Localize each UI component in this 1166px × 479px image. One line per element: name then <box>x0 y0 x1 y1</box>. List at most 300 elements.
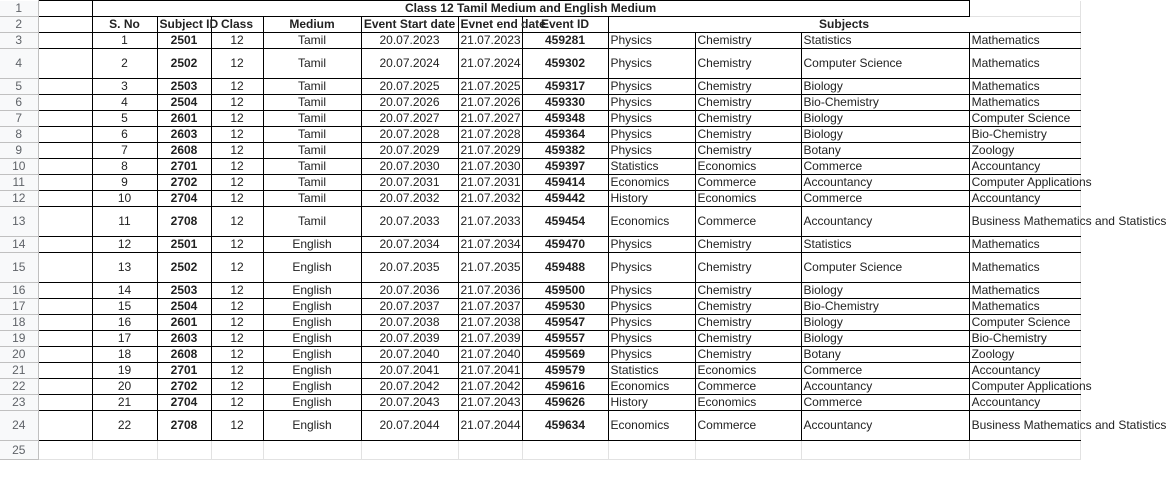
row-header[interactable]: 6 <box>0 95 38 111</box>
cell-subject-id[interactable]: 2708 <box>157 207 211 237</box>
cell-start-date[interactable]: 20.07.2037 <box>361 299 458 315</box>
cell-sno[interactable]: 17 <box>92 331 157 347</box>
cell-medium[interactable]: English <box>263 411 361 441</box>
cell-medium[interactable]: English <box>263 283 361 299</box>
cell-sno[interactable]: 8 <box>92 159 157 175</box>
row-header[interactable]: 24 <box>0 411 38 441</box>
cell-subject-4[interactable]: Accountancy <box>969 191 1080 207</box>
cell-medium[interactable]: English <box>263 363 361 379</box>
row-header[interactable]: 17 <box>0 299 38 315</box>
empty-cell[interactable] <box>38 283 92 299</box>
cell-event-id[interactable]: 459626 <box>522 395 608 411</box>
row-header[interactable]: 14 <box>0 237 38 253</box>
cell-event-id[interactable]: 459414 <box>522 175 608 191</box>
empty-cell[interactable] <box>969 1 1080 17</box>
cell-event-id[interactable]: 459382 <box>522 143 608 159</box>
cell-event-id[interactable]: 459364 <box>522 127 608 143</box>
cell-sno[interactable]: 6 <box>92 127 157 143</box>
cell-sno[interactable]: 5 <box>92 111 157 127</box>
cell-subject-id[interactable]: 2501 <box>157 33 211 49</box>
cell-subject-id[interactable]: 2701 <box>157 363 211 379</box>
cell-sno[interactable]: 13 <box>92 253 157 283</box>
row-header[interactable]: 19 <box>0 331 38 347</box>
empty-cell[interactable] <box>38 143 92 159</box>
empty-cell[interactable] <box>522 441 608 460</box>
cell-subject-4[interactable]: Computer Science <box>969 315 1080 331</box>
cell-end-date[interactable]: 21.07.2040 <box>458 347 522 363</box>
header-end-date[interactable]: Evnet end date <box>458 17 522 33</box>
row-header[interactable]: 23 <box>0 395 38 411</box>
row-header[interactable]: 5 <box>0 79 38 95</box>
cell-sno[interactable]: 19 <box>92 363 157 379</box>
cell-class[interactable]: 12 <box>211 175 263 191</box>
empty-cell[interactable] <box>157 441 211 460</box>
cell-subject-4[interactable]: Computer Applications <box>969 175 1080 191</box>
cell-end-date[interactable]: 21.07.2026 <box>458 95 522 111</box>
cell-sno[interactable]: 7 <box>92 143 157 159</box>
cell-subject-4[interactable]: Mathematics <box>969 33 1080 49</box>
cell-subject-1[interactable]: Economics <box>608 175 695 191</box>
cell-subject-3[interactable]: Statistics <box>801 33 969 49</box>
row-header[interactable]: 3 <box>0 33 38 49</box>
row-header[interactable]: 18 <box>0 315 38 331</box>
cell-subject-2[interactable]: Commerce <box>695 411 801 441</box>
cell-sno[interactable]: 21 <box>92 395 157 411</box>
cell-event-id[interactable]: 459454 <box>522 207 608 237</box>
row-header[interactable]: 9 <box>0 143 38 159</box>
empty-cell[interactable] <box>38 33 92 49</box>
row-header[interactable]: 8 <box>0 127 38 143</box>
cell-subject-1[interactable]: Physics <box>608 347 695 363</box>
cell-sno[interactable]: 15 <box>92 299 157 315</box>
row-header[interactable]: 10 <box>0 159 38 175</box>
empty-cell[interactable] <box>38 79 92 95</box>
empty-cell[interactable] <box>608 441 695 460</box>
cell-event-id[interactable]: 459281 <box>522 33 608 49</box>
cell-subject-3[interactable]: Biology <box>801 283 969 299</box>
row-header[interactable]: 12 <box>0 191 38 207</box>
empty-cell[interactable] <box>38 315 92 331</box>
cell-class[interactable]: 12 <box>211 143 263 159</box>
cell-medium[interactable]: Tamil <box>263 175 361 191</box>
cell-subject-2[interactable]: Chemistry <box>695 143 801 159</box>
cell-subject-4[interactable]: Mathematics <box>969 49 1080 79</box>
cell-event-id[interactable]: 459330 <box>522 95 608 111</box>
cell-class[interactable]: 12 <box>211 127 263 143</box>
cell-subject-id[interactable]: 2603 <box>157 127 211 143</box>
header-class[interactable]: Class <box>211 17 263 33</box>
cell-end-date[interactable]: 21.07.2025 <box>458 79 522 95</box>
cell-medium[interactable]: Tamil <box>263 159 361 175</box>
cell-start-date[interactable]: 20.07.2033 <box>361 207 458 237</box>
cell-medium[interactable]: English <box>263 395 361 411</box>
row-header[interactable]: 7 <box>0 111 38 127</box>
cell-class[interactable]: 12 <box>211 191 263 207</box>
cell-subject-4[interactable]: Accountancy <box>969 395 1080 411</box>
cell-subject-4[interactable]: Mathematics <box>969 299 1080 315</box>
cell-subject-4[interactable]: Computer Applications <box>969 379 1080 395</box>
cell-class[interactable]: 12 <box>211 207 263 237</box>
cell-medium[interactable]: Tamil <box>263 79 361 95</box>
cell-start-date[interactable]: 20.07.2039 <box>361 331 458 347</box>
cell-event-id[interactable]: 459579 <box>522 363 608 379</box>
cell-subject-4[interactable]: Accountancy <box>969 159 1080 175</box>
cell-event-id[interactable]: 459557 <box>522 331 608 347</box>
cell-end-date[interactable]: 21.07.2044 <box>458 411 522 441</box>
cell-subject-3[interactable]: Commerce <box>801 191 969 207</box>
cell-class[interactable]: 12 <box>211 283 263 299</box>
cell-subject-1[interactable]: Physics <box>608 111 695 127</box>
cell-subject-4[interactable]: Mathematics <box>969 237 1080 253</box>
cell-subject-4[interactable]: Zoology <box>969 143 1080 159</box>
empty-cell[interactable] <box>92 441 157 460</box>
cell-subject-id[interactable]: 2504 <box>157 299 211 315</box>
cell-subject-1[interactable]: Physics <box>608 283 695 299</box>
header-start-date[interactable]: Event Start date <box>361 17 458 33</box>
cell-subject-1[interactable]: Economics <box>608 411 695 441</box>
cell-subject-2[interactable]: Commerce <box>695 207 801 237</box>
sheet-title[interactable]: Class 12 Tamil Medium and English Medium <box>92 1 969 17</box>
cell-sno[interactable]: 16 <box>92 315 157 331</box>
empty-cell[interactable] <box>38 17 92 33</box>
cell-subject-id[interactable]: 2702 <box>157 175 211 191</box>
empty-cell[interactable] <box>38 159 92 175</box>
cell-event-id[interactable]: 459569 <box>522 347 608 363</box>
cell-subject-4[interactable]: Bio-Chemistry <box>969 127 1080 143</box>
cell-start-date[interactable]: 20.07.2028 <box>361 127 458 143</box>
cell-subject-id[interactable]: 2601 <box>157 111 211 127</box>
cell-sno[interactable]: 14 <box>92 283 157 299</box>
cell-class[interactable]: 12 <box>211 363 263 379</box>
cell-subject-3[interactable]: Computer Science <box>801 253 969 283</box>
cell-subject-id[interactable]: 2608 <box>157 347 211 363</box>
cell-class[interactable]: 12 <box>211 315 263 331</box>
cell-subject-2[interactable]: Commerce <box>695 379 801 395</box>
cell-subject-1[interactable]: Physics <box>608 127 695 143</box>
cell-subject-1[interactable]: Statistics <box>608 159 695 175</box>
cell-subject-3[interactable]: Bio-Chemistry <box>801 299 969 315</box>
row-header[interactable]: 13 <box>0 207 38 237</box>
cell-sno[interactable]: 2 <box>92 49 157 79</box>
cell-subject-2[interactable]: Economics <box>695 363 801 379</box>
header-sno[interactable]: S. No <box>92 17 157 33</box>
cell-class[interactable]: 12 <box>211 411 263 441</box>
row-header[interactable]: 21 <box>0 363 38 379</box>
row-header[interactable]: 20 <box>0 347 38 363</box>
cell-medium[interactable]: Tamil <box>263 127 361 143</box>
cell-subject-2[interactable]: Chemistry <box>695 253 801 283</box>
header-medium[interactable]: Medium <box>263 17 361 33</box>
cell-event-id[interactable]: 459530 <box>522 299 608 315</box>
row-header[interactable]: 2 <box>0 17 38 33</box>
cell-sno[interactable]: 11 <box>92 207 157 237</box>
cell-class[interactable]: 12 <box>211 111 263 127</box>
cell-start-date[interactable]: 20.07.2043 <box>361 395 458 411</box>
empty-cell[interactable] <box>695 441 801 460</box>
empty-cell[interactable] <box>38 49 92 79</box>
cell-subject-1[interactable]: History <box>608 395 695 411</box>
cell-event-id[interactable]: 459397 <box>522 159 608 175</box>
cell-subject-3[interactable]: Biology <box>801 315 969 331</box>
cell-medium[interactable]: English <box>263 315 361 331</box>
cell-start-date[interactable]: 20.07.2034 <box>361 237 458 253</box>
cell-subject-2[interactable]: Commerce <box>695 175 801 191</box>
cell-sno[interactable]: 18 <box>92 347 157 363</box>
empty-cell[interactable] <box>38 299 92 315</box>
cell-subject-id[interactable]: 2502 <box>157 253 211 283</box>
cell-event-id[interactable]: 459470 <box>522 237 608 253</box>
cell-start-date[interactable]: 20.07.2038 <box>361 315 458 331</box>
cell-subject-2[interactable]: Chemistry <box>695 299 801 315</box>
cell-event-id[interactable]: 459634 <box>522 411 608 441</box>
cell-end-date[interactable]: 21.07.2036 <box>458 283 522 299</box>
cell-subject-id[interactable]: 2708 <box>157 411 211 441</box>
cell-medium[interactable]: Tamil <box>263 95 361 111</box>
cell-subject-2[interactable]: Chemistry <box>695 49 801 79</box>
cell-class[interactable]: 12 <box>211 331 263 347</box>
cell-end-date[interactable]: 21.07.2023 <box>458 33 522 49</box>
header-subject-id[interactable]: Subject ID <box>157 17 211 33</box>
cell-sno[interactable]: 12 <box>92 237 157 253</box>
cell-class[interactable]: 12 <box>211 347 263 363</box>
cell-class[interactable]: 12 <box>211 253 263 283</box>
cell-event-id[interactable]: 459547 <box>522 315 608 331</box>
cell-start-date[interactable]: 20.07.2040 <box>361 347 458 363</box>
cell-end-date[interactable]: 21.07.2041 <box>458 363 522 379</box>
cell-sno[interactable]: 4 <box>92 95 157 111</box>
header-subjects[interactable]: Subjects <box>608 17 1080 33</box>
cell-subject-4[interactable]: Mathematics <box>969 283 1080 299</box>
cell-subject-1[interactable]: Physics <box>608 33 695 49</box>
cell-start-date[interactable]: 20.07.2041 <box>361 363 458 379</box>
cell-subject-1[interactable]: Physics <box>608 331 695 347</box>
cell-end-date[interactable]: 21.07.2024 <box>458 49 522 79</box>
cell-sno[interactable]: 9 <box>92 175 157 191</box>
cell-subject-id[interactable]: 2603 <box>157 331 211 347</box>
cell-subject-2[interactable]: Chemistry <box>695 127 801 143</box>
empty-cell[interactable] <box>969 441 1080 460</box>
cell-end-date[interactable]: 21.07.2033 <box>458 207 522 237</box>
cell-subject-id[interactable]: 2503 <box>157 79 211 95</box>
cell-start-date[interactable]: 20.07.2035 <box>361 253 458 283</box>
cell-end-date[interactable]: 21.07.2028 <box>458 127 522 143</box>
cell-end-date[interactable]: 21.07.2032 <box>458 191 522 207</box>
cell-subject-3[interactable]: Biology <box>801 331 969 347</box>
cell-subject-1[interactable]: Physics <box>608 143 695 159</box>
cell-subject-id[interactable]: 2704 <box>157 395 211 411</box>
cell-end-date[interactable]: 21.07.2042 <box>458 379 522 395</box>
cell-sno[interactable]: 10 <box>92 191 157 207</box>
cell-sno[interactable]: 22 <box>92 411 157 441</box>
cell-subject-3[interactable]: Statistics <box>801 237 969 253</box>
empty-cell[interactable] <box>458 441 522 460</box>
cell-subject-id[interactable]: 2502 <box>157 49 211 79</box>
cell-subject-1[interactable]: Physics <box>608 79 695 95</box>
empty-cell[interactable] <box>38 331 92 347</box>
cell-start-date[interactable]: 20.07.2042 <box>361 379 458 395</box>
empty-cell[interactable] <box>38 253 92 283</box>
cell-subject-id[interactable]: 2503 <box>157 283 211 299</box>
cell-start-date[interactable]: 20.07.2036 <box>361 283 458 299</box>
row-header[interactable]: 15 <box>0 253 38 283</box>
cell-medium[interactable]: Tamil <box>263 33 361 49</box>
cell-start-date[interactable]: 20.07.2032 <box>361 191 458 207</box>
empty-cell[interactable] <box>38 347 92 363</box>
cell-subject-1[interactable]: Statistics <box>608 363 695 379</box>
cell-subject-id[interactable]: 2608 <box>157 143 211 159</box>
header-event-id[interactable]: Event ID <box>522 17 608 33</box>
cell-subject-1[interactable]: Physics <box>608 237 695 253</box>
cell-subject-2[interactable]: Chemistry <box>695 95 801 111</box>
cell-subject-4[interactable]: Business Mathematics and Statistics <box>969 207 1080 237</box>
cell-subject-2[interactable]: Economics <box>695 395 801 411</box>
cell-class[interactable]: 12 <box>211 299 263 315</box>
cell-start-date[interactable]: 20.07.2044 <box>361 411 458 441</box>
cell-end-date[interactable]: 21.07.2038 <box>458 315 522 331</box>
cell-end-date[interactable]: 21.07.2035 <box>458 253 522 283</box>
cell-medium[interactable]: English <box>263 253 361 283</box>
empty-cell[interactable] <box>38 191 92 207</box>
cell-end-date[interactable]: 21.07.2034 <box>458 237 522 253</box>
cell-subject-3[interactable]: Botany <box>801 143 969 159</box>
cell-medium[interactable]: English <box>263 379 361 395</box>
cell-start-date[interactable]: 20.07.2031 <box>361 175 458 191</box>
cell-start-date[interactable]: 20.07.2023 <box>361 33 458 49</box>
cell-subject-2[interactable]: Chemistry <box>695 315 801 331</box>
cell-event-id[interactable]: 459317 <box>522 79 608 95</box>
cell-subject-id[interactable]: 2601 <box>157 315 211 331</box>
cell-class[interactable]: 12 <box>211 79 263 95</box>
cell-event-id[interactable]: 459442 <box>522 191 608 207</box>
cell-class[interactable]: 12 <box>211 159 263 175</box>
empty-cell[interactable] <box>38 95 92 111</box>
cell-medium[interactable]: Tamil <box>263 191 361 207</box>
cell-subject-4[interactable]: Computer Science <box>969 111 1080 127</box>
cell-subject-3[interactable]: Accountancy <box>801 379 969 395</box>
cell-subject-1[interactable]: Physics <box>608 49 695 79</box>
cell-end-date[interactable]: 21.07.2027 <box>458 111 522 127</box>
cell-end-date[interactable]: 21.07.2030 <box>458 159 522 175</box>
cell-subject-3[interactable]: Biology <box>801 127 969 143</box>
cell-subject-3[interactable]: Computer Science <box>801 49 969 79</box>
cell-event-id[interactable]: 459488 <box>522 253 608 283</box>
cell-subject-4[interactable]: Bio-Chemistry <box>969 331 1080 347</box>
cell-subject-3[interactable]: Commerce <box>801 159 969 175</box>
cell-subject-id[interactable]: 2501 <box>157 237 211 253</box>
cell-class[interactable]: 12 <box>211 395 263 411</box>
empty-cell[interactable] <box>38 127 92 143</box>
cell-start-date[interactable]: 20.07.2025 <box>361 79 458 95</box>
cell-end-date[interactable]: 21.07.2037 <box>458 299 522 315</box>
empty-cell[interactable] <box>263 441 361 460</box>
cell-start-date[interactable]: 20.07.2026 <box>361 95 458 111</box>
empty-cell[interactable] <box>38 175 92 191</box>
empty-cell[interactable] <box>38 411 92 441</box>
cell-event-id[interactable]: 459302 <box>522 49 608 79</box>
cell-class[interactable]: 12 <box>211 49 263 79</box>
cell-subject-1[interactable]: Physics <box>608 315 695 331</box>
cell-subject-4[interactable]: Zoology <box>969 347 1080 363</box>
cell-medium[interactable]: English <box>263 237 361 253</box>
cell-event-id[interactable]: 459348 <box>522 111 608 127</box>
cell-subject-id[interactable]: 2702 <box>157 379 211 395</box>
cell-end-date[interactable]: 21.07.2043 <box>458 395 522 411</box>
row-header[interactable]: 1 <box>0 1 38 17</box>
row-header[interactable]: 16 <box>0 283 38 299</box>
empty-cell[interactable] <box>38 441 92 460</box>
empty-cell[interactable] <box>38 207 92 237</box>
cell-medium[interactable]: English <box>263 347 361 363</box>
row-header[interactable]: 25 <box>0 441 38 460</box>
cell-end-date[interactable]: 21.07.2031 <box>458 175 522 191</box>
cell-medium[interactable]: Tamil <box>263 111 361 127</box>
cell-subject-1[interactable]: Physics <box>608 299 695 315</box>
cell-subject-3[interactable]: Accountancy <box>801 175 969 191</box>
cell-subject-1[interactable]: Economics <box>608 379 695 395</box>
cell-subject-2[interactable]: Chemistry <box>695 347 801 363</box>
cell-medium[interactable]: Tamil <box>263 49 361 79</box>
cell-subject-4[interactable]: Mathematics <box>969 79 1080 95</box>
cell-subject-3[interactable]: Biology <box>801 111 969 127</box>
empty-cell[interactable] <box>361 441 458 460</box>
cell-subject-2[interactable]: Chemistry <box>695 331 801 347</box>
cell-subject-2[interactable]: Chemistry <box>695 111 801 127</box>
empty-cell[interactable] <box>38 1 92 17</box>
cell-subject-3[interactable]: Accountancy <box>801 411 969 441</box>
empty-cell[interactable] <box>38 363 92 379</box>
cell-subject-3[interactable]: Commerce <box>801 363 969 379</box>
cell-medium[interactable]: English <box>263 331 361 347</box>
cell-class[interactable]: 12 <box>211 95 263 111</box>
cell-subject-3[interactable]: Commerce <box>801 395 969 411</box>
cell-subject-2[interactable]: Economics <box>695 191 801 207</box>
cell-subject-3[interactable]: Bio-Chemistry <box>801 95 969 111</box>
empty-cell[interactable] <box>38 237 92 253</box>
cell-subject-2[interactable]: Chemistry <box>695 237 801 253</box>
cell-subject-3[interactable]: Biology <box>801 79 969 95</box>
cell-subject-4[interactable]: Mathematics <box>969 253 1080 283</box>
cell-start-date[interactable]: 20.07.2024 <box>361 49 458 79</box>
cell-medium[interactable]: English <box>263 299 361 315</box>
row-header[interactable]: 4 <box>0 49 38 79</box>
cell-subject-1[interactable]: Economics <box>608 207 695 237</box>
empty-cell[interactable] <box>38 111 92 127</box>
cell-sno[interactable]: 1 <box>92 33 157 49</box>
cell-subject-1[interactable]: History <box>608 191 695 207</box>
cell-sno[interactable]: 20 <box>92 379 157 395</box>
empty-cell[interactable] <box>801 441 969 460</box>
cell-medium[interactable]: Tamil <box>263 143 361 159</box>
cell-class[interactable]: 12 <box>211 379 263 395</box>
cell-subject-4[interactable]: Accountancy <box>969 363 1080 379</box>
cell-subject-2[interactable]: Economics <box>695 159 801 175</box>
cell-subject-1[interactable]: Physics <box>608 253 695 283</box>
cell-class[interactable]: 12 <box>211 237 263 253</box>
cell-event-id[interactable]: 459616 <box>522 379 608 395</box>
cell-subject-id[interactable]: 2704 <box>157 191 211 207</box>
cell-event-id[interactable]: 459500 <box>522 283 608 299</box>
cell-subject-2[interactable]: Chemistry <box>695 33 801 49</box>
row-header[interactable]: 22 <box>0 379 38 395</box>
cell-start-date[interactable]: 20.07.2027 <box>361 111 458 127</box>
cell-subject-2[interactable]: Chemistry <box>695 283 801 299</box>
cell-medium[interactable]: Tamil <box>263 207 361 237</box>
row-header[interactable]: 11 <box>0 175 38 191</box>
cell-subject-1[interactable]: Physics <box>608 95 695 111</box>
empty-cell[interactable] <box>38 395 92 411</box>
cell-start-date[interactable]: 20.07.2029 <box>361 143 458 159</box>
cell-subject-4[interactable]: Business Mathematics and Statistics <box>969 411 1080 441</box>
